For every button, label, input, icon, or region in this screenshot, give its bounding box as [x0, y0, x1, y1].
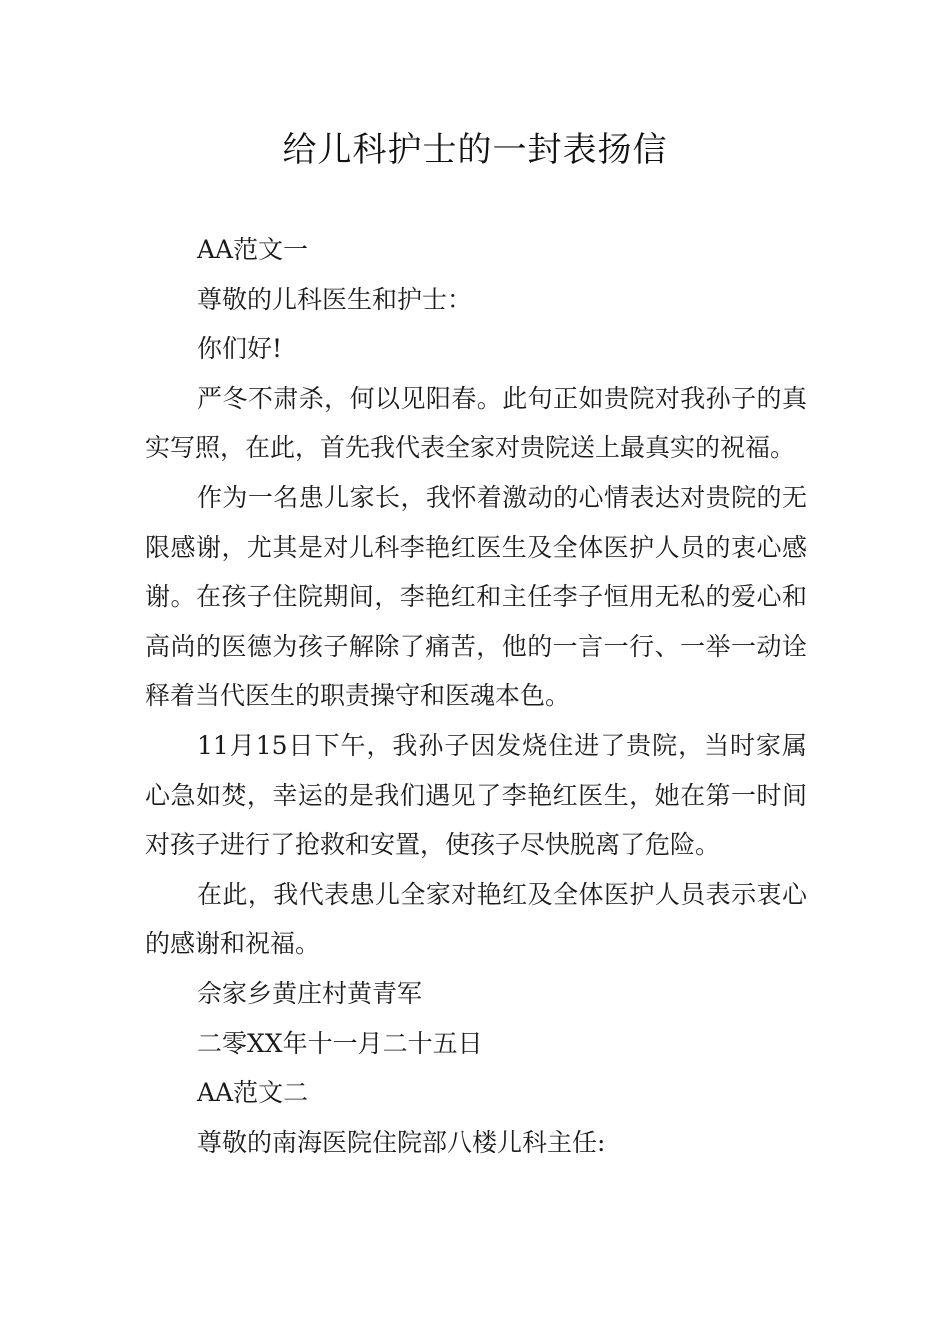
paragraph-closing: 在此，我代表患儿全家对艳红及全体医护人员表示衷心的感谢和祝福。 — [145, 879, 807, 959]
paragraph-event: 11月15日下午，我孙子因发烧住进了贵院，当时家属心急如焚，幸运的是我们遇见了李艳红医生，她在第一时间对孩子进行了抢救和安置，使孩子尽快脱离了危险。 — [145, 730, 807, 860]
heading-sample-two: AA范文二 — [197, 1078, 309, 1108]
paragraph-opening: 严冬不肃杀，何以见阳春。此句正如贵院对我孙子的真实写照，在此，首先我代表全家对贵院送上最真实的祝福。 — [145, 383, 807, 463]
greeting: 你们好! — [197, 334, 283, 364]
document-title: 给儿科护士的一封表扬信 — [282, 130, 668, 170]
date-line: 二零XX年十一月二十五日 — [197, 1028, 483, 1058]
salutation-two: 尊敬的南海医院住院部八楼儿科主任: — [197, 1127, 606, 1157]
paragraph-gratitude: 作为一名患儿家长，我怀着激动的心情表达对贵院的无限感谢，尤其是对儿科李艳红医生及全体医护人员的衷心感谢。在孩子住院期间，李艳红和主任李子恒用无私的爱心和高尚的医德为孩子解除了痛苦，他的一言一行、一举一动诠释着当代医生的职责操守和医魂本色。 — [145, 482, 807, 711]
heading-sample-one: AA范文一 — [197, 235, 309, 264]
signature: 佘家乡黄庄村黄青军 — [197, 978, 423, 1008]
document-body — [145, 225, 807, 1167]
salutation: 尊敬的儿科医生和护士： — [197, 284, 473, 314]
